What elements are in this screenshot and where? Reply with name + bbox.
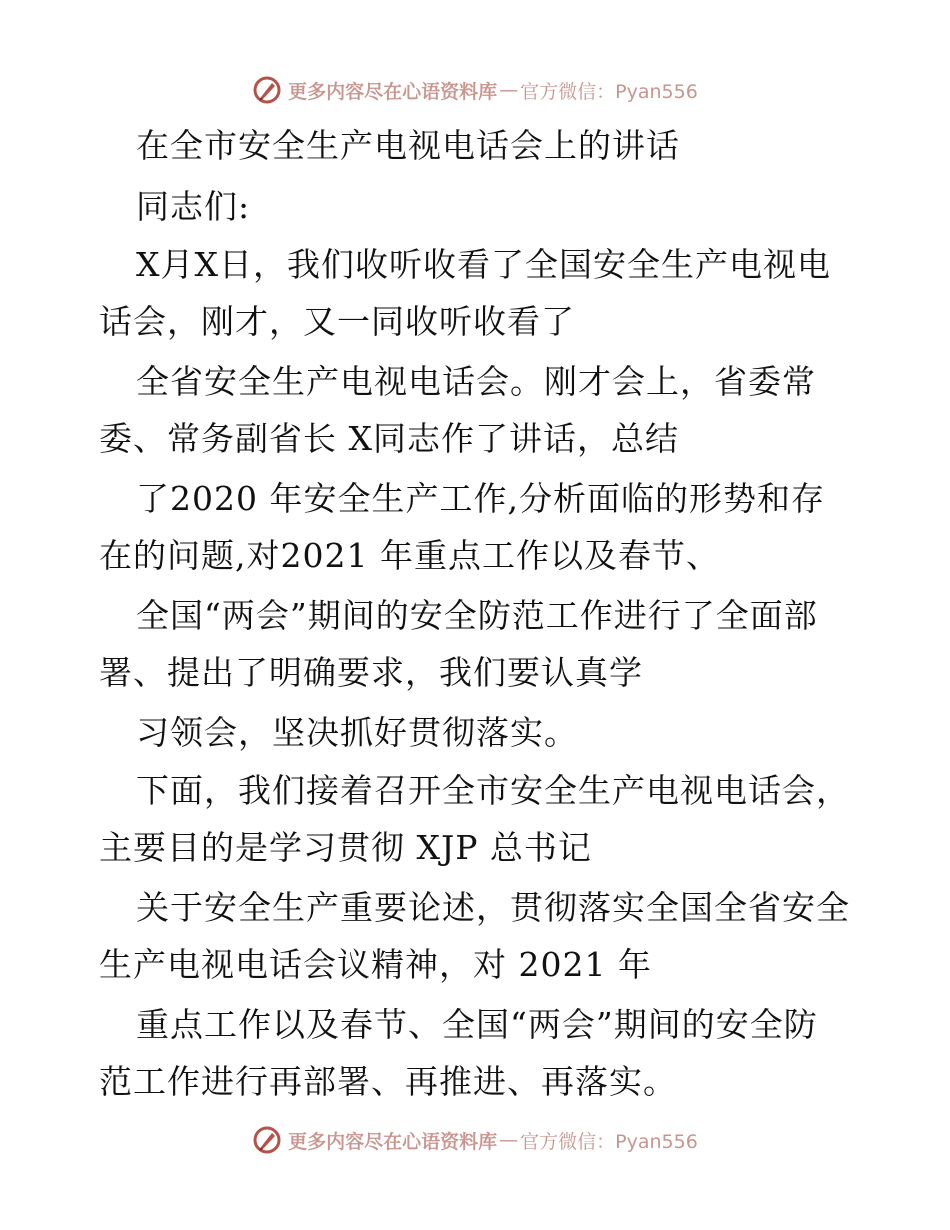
document-title: 在全市安全生产电视电话会上的讲话 [136, 126, 680, 165]
body-line: 署、提出了明确要求，我们要认真学 [99, 653, 643, 692]
body-line: X月X日，我们收听收看了全国安全生产电视电 [136, 245, 831, 284]
body-line: 全省安全生产电视电话会。刚才会上，省委常 [136, 362, 816, 401]
watermark-separator: — [499, 79, 519, 101]
body-line: 话会，刚才，又一同收听收看了 [99, 302, 575, 341]
body-line: 重点工作以及春节、全国“两会”期间的安全防 [136, 1005, 818, 1044]
watermark-text: 更多内容尽在心语资料库 [288, 1130, 498, 1153]
body-line: 关于安全生产重要论述，贯彻落实全国全省安全 [136, 888, 850, 927]
body-line: 全国“两会”期间的安全防范工作进行了全面部 [136, 596, 818, 635]
body-line: 主要目的是学习贯彻 XJP 总书记 [99, 828, 592, 867]
body-line: 范工作进行再部署、再推进、再落实。 [99, 1062, 677, 1101]
body-line: 在的问题,对2021 年重点工作以及春节、 [99, 536, 720, 575]
body-line: 下面，我们接着召开全市安全生产电视电话会， [136, 771, 850, 810]
watermark-separator: — [499, 1129, 519, 1151]
header-watermark [0, 70, 950, 110]
watermark-account: 官方微信：Pyan556 [520, 80, 698, 103]
salutation: 同志们: [136, 187, 251, 226]
footer-watermark [0, 1120, 950, 1160]
pen-nib-circle-icon [252, 1125, 282, 1155]
body-line: 习领会，坚决抓好贯彻落实。 [136, 713, 578, 752]
pen-nib-circle-icon [252, 75, 282, 105]
watermark-text: 更多内容尽在心语资料库 [288, 80, 498, 103]
watermark-account: 官方微信：Pyan556 [520, 1130, 698, 1153]
body-line: 了2020 年安全生产工作,分析面临的形势和存 [136, 479, 825, 518]
body-line: 委、常务副省长 X同志作了讲话，总结 [99, 419, 679, 458]
body-line: 生产电视电话会议精神，对 2021 年 [99, 945, 652, 984]
